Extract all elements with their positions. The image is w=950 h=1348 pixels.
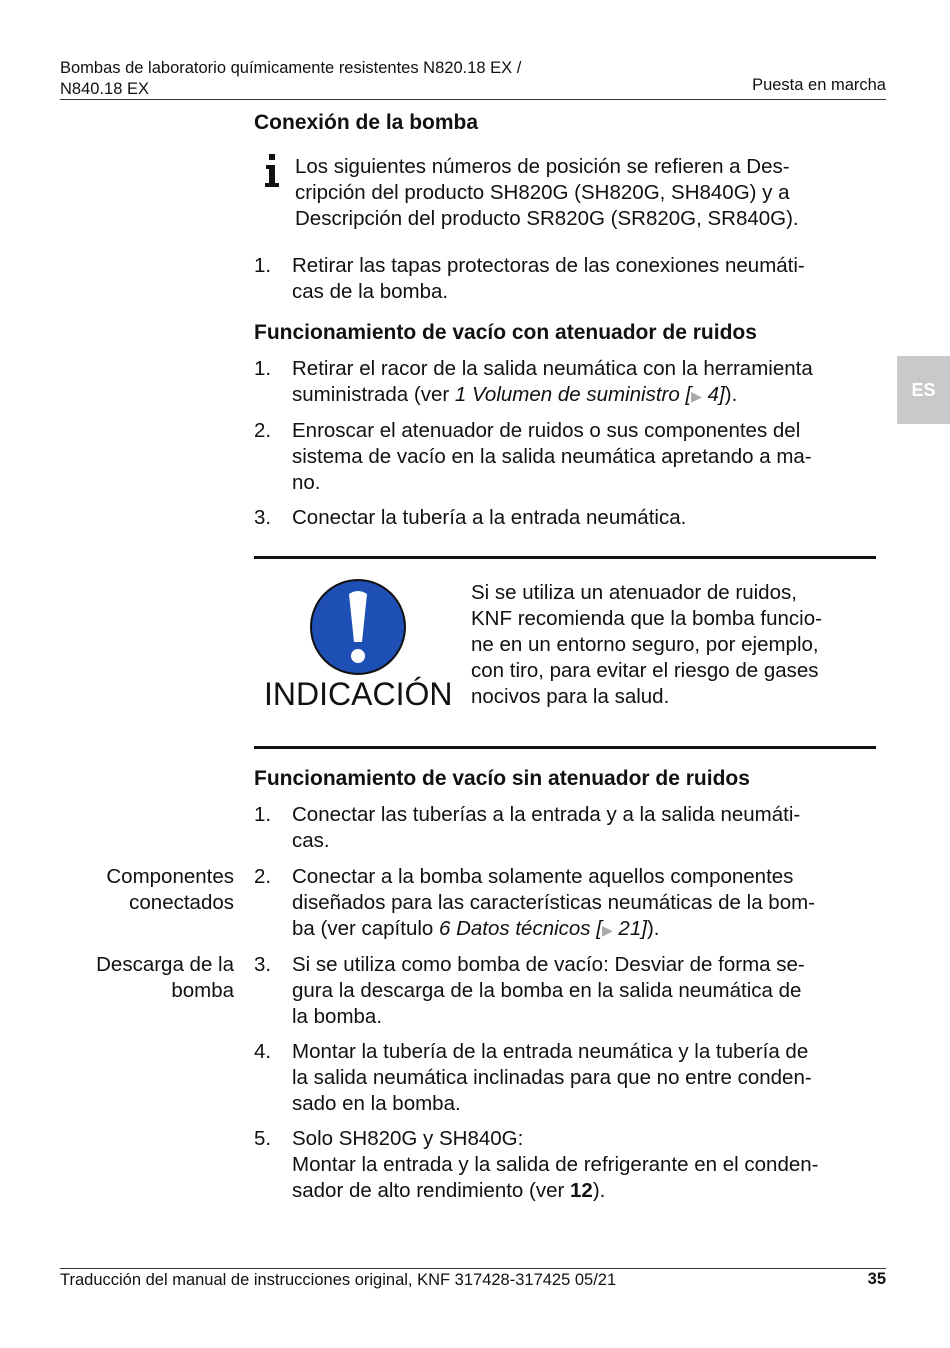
step-number: 1. (254, 357, 272, 380)
xref-label: 6 Datos técnicos [ (439, 917, 602, 940)
xref-label: 1 Volumen de suministro [ (454, 383, 692, 406)
step-text-part: ). (592, 1179, 606, 1202)
margin-note-line: conectados (129, 891, 234, 914)
margin-note-line: Descarga de la (96, 953, 234, 976)
step-text (292, 1039, 876, 1117)
language-tab[interactable]: ES (897, 356, 950, 424)
step-number: 2. (254, 419, 272, 442)
page-number: 35 (867, 1270, 886, 1288)
step-text-part: suministrada (ver (292, 383, 455, 406)
notice-top-rule (254, 556, 876, 559)
xref-page: 4] (701, 383, 725, 406)
step-line (292, 916, 876, 943)
margin-note-pump-exhaust (34, 952, 234, 1004)
step-line: cas. (292, 829, 330, 852)
step-number: 3. (254, 953, 272, 976)
step-line: Retirar las tapas protectoras de las conexiones neumáti- (292, 254, 805, 277)
heading-vacuum-without-silencer: Funcionamiento de vacío sin atenuador de ruidos (254, 767, 750, 790)
step-text (292, 1126, 876, 1204)
step-text (292, 253, 876, 305)
footer-text: Traducción del manual de instrucciones original, KNF 317428-317425 05/21 (60, 1271, 617, 1289)
notice-line: con tiro, para evitar el riesgo de gases (471, 659, 819, 682)
step-line: la bomba. (292, 1005, 383, 1028)
step-line: Montar la entrada y la salida de refrigerante en el conden- (292, 1153, 819, 1176)
info-note-line: Descripción del producto SR820G (SR820G, SR840G). (295, 207, 799, 230)
margin-note-connected-components (34, 864, 234, 916)
step-line (292, 382, 876, 409)
step-number: 1. (254, 254, 272, 277)
step-text-part: ). (724, 383, 738, 406)
step-line: Conectar las tuberías a la entrada y a la salida neumáti- (292, 803, 801, 826)
footer-divider (60, 1268, 886, 1269)
step-text (292, 864, 876, 943)
step-line: Solo SH820G y SH840G: (292, 1127, 524, 1150)
exclamation-icon (309, 578, 407, 676)
header-divider (60, 99, 886, 100)
step-line: Si se utiliza como bomba de vacío: Desviar de forma se- (292, 953, 805, 976)
step-line: no. (292, 471, 321, 494)
step-line: Conectar la tubería a la entrada neumática. (292, 506, 687, 529)
notice-line: Si se utiliza un atenuador de ruidos, (471, 581, 797, 604)
step-line: Retirar el racor de la salida neumática con la herramienta (292, 357, 813, 380)
info-note (295, 154, 875, 232)
step-line (292, 1178, 876, 1204)
step-line: gura la descarga de la bomba en la salida neumática de (292, 979, 802, 1002)
notice-line: KNF recomienda que la bomba funcio- (471, 607, 822, 630)
step-number: 4. (254, 1040, 272, 1063)
notice-bottom-rule (254, 746, 876, 749)
step-text (292, 952, 876, 1030)
heading-vacuum-with-silencer: Funcionamiento de vacío con atenuador de ruidos (254, 321, 757, 344)
step-line: sistema de vacío en la salida neumática apretando a ma- (292, 445, 812, 468)
step-line: Conectar a la bomba solamente aquellos componentes (292, 865, 794, 888)
document-title (60, 58, 620, 100)
step-line: Enroscar el atenuador de ruidos o sus componentes del (292, 419, 801, 442)
step-line: la salida neumática inclinadas para que no entre conden- (292, 1066, 812, 1089)
xref-link[interactable] (439, 917, 647, 940)
position-reference: 12 (570, 1179, 593, 1202)
step-number: 5. (254, 1127, 272, 1150)
signal-word: INDICACIÓN (264, 676, 453, 712)
notice-line: nocivos para la salud. (471, 685, 670, 708)
step-text (292, 418, 876, 496)
margin-note-line: Componentes (106, 865, 234, 888)
xref-link[interactable] (455, 383, 725, 406)
section-title: Puesta en marcha (752, 76, 886, 94)
notice-text (471, 580, 871, 710)
xref-arrow-icon: ▶ (691, 388, 702, 404)
margin-note-line: bomba (171, 979, 234, 1002)
xref-page: 21] (612, 917, 647, 940)
step-text-part: sador de alto rendimiento (ver (292, 1179, 571, 1202)
step-line: diseñados para las características neumáticas de la bom- (292, 891, 816, 914)
info-icon (262, 154, 282, 188)
step-text-part: ). (646, 917, 660, 940)
step-number: 3. (254, 506, 272, 529)
step-line: cas de la bomba. (292, 280, 449, 303)
step-line: sado en la bomba. (292, 1092, 461, 1115)
document-title-line1: Bombas de laboratorio químicamente resistentes N820.18 EX / (60, 59, 522, 77)
xref-arrow-icon: ▶ (601, 922, 613, 938)
step-number: 2. (254, 865, 272, 888)
step-text (292, 356, 876, 409)
heading-connection: Conexión de la bomba (254, 111, 479, 134)
info-note-line: Los siguientes números de posición se refieren a Des- (295, 155, 790, 178)
info-note-line: cripción del producto SH820G (SH820G, SH840G) y a (295, 181, 790, 204)
step-text (292, 505, 876, 531)
document-title-line2: N840.18 EX (60, 80, 149, 98)
step-line: Montar la tubería de la entrada neumática y la tubería de (292, 1040, 809, 1063)
step-text-part: ba (ver capítulo (292, 917, 439, 940)
step-text (292, 802, 876, 854)
step-number: 1. (254, 803, 272, 826)
notice-line: ne en un entorno seguro, por ejemplo, (471, 633, 819, 656)
